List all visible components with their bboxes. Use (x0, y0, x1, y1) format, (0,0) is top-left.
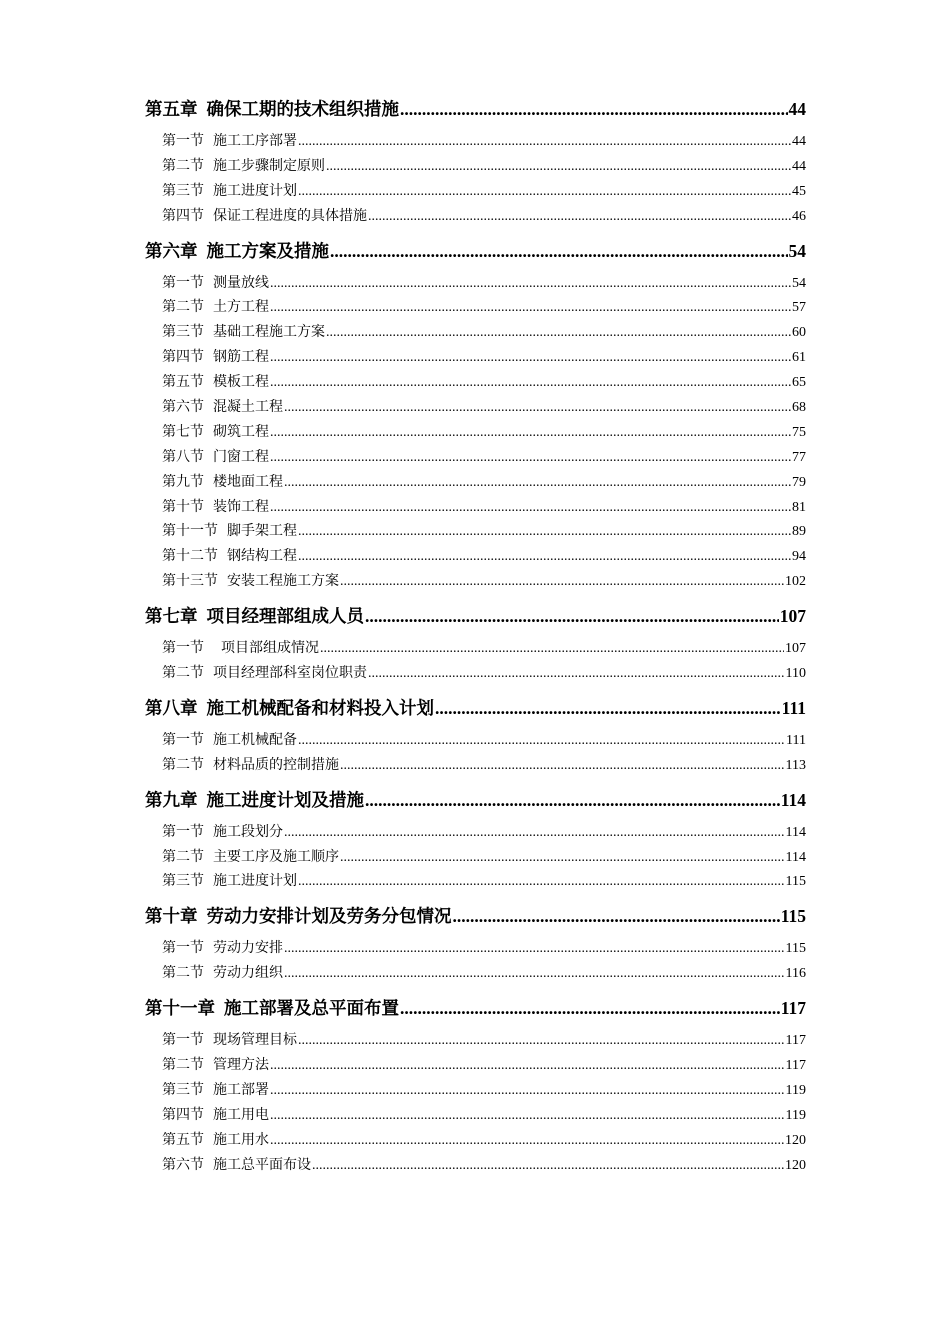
toc-page-number: 115 (785, 874, 806, 890)
toc-page-number: 116 (785, 966, 806, 982)
toc-entry-number: 第十三节 (162, 574, 218, 590)
toc-entry-label (162, 637, 319, 657)
toc-page-number: 114 (785, 849, 806, 865)
toc-entry-number: 第五节 (162, 375, 204, 391)
toc-entry-title: 项目经理部科室岗位职责 (213, 666, 367, 682)
toc-entry-title: 基础工程施工方案 (213, 325, 325, 341)
toc-entry-number: 第十章 (145, 906, 198, 927)
toc-entry-label (162, 155, 325, 175)
dot-leader (270, 450, 791, 466)
toc-entry-label (162, 130, 297, 150)
toc-entry-number: 第六章 (145, 240, 198, 261)
toc-entry-title: 装饰工程 (213, 499, 269, 515)
dot-leader (400, 998, 780, 1019)
toc-page-number: 117 (785, 1058, 806, 1074)
toc-entry-number: 第一节 (162, 732, 204, 748)
dot-leader (326, 159, 791, 175)
toc-entry-number: 第三节 (162, 325, 204, 341)
toc-section-entry[interactable] (145, 1079, 806, 1104)
toc-entry-title: 施工进度计划及措施 (206, 789, 364, 810)
toc-section-entry[interactable] (145, 1154, 806, 1179)
toc-entry-label (162, 754, 339, 774)
toc-section-entry[interactable] (145, 446, 806, 471)
toc-entry-number: 第八节 (162, 449, 204, 465)
toc-section-entry[interactable] (145, 637, 806, 662)
toc-entry-label (162, 446, 269, 466)
toc-section-entry[interactable] (145, 371, 806, 396)
toc-page-number: 45 (792, 183, 806, 199)
toc-page-number: 68 (792, 400, 806, 416)
toc-entry-title: 施工用电 (213, 1107, 269, 1123)
toc-section-entry[interactable] (145, 754, 806, 779)
toc-section-entry[interactable] (145, 155, 806, 180)
dot-leader (453, 906, 780, 927)
dot-leader (340, 850, 785, 866)
toc-entry-label (162, 346, 269, 366)
toc-entry-label (162, 272, 269, 292)
toc-page-number: 110 (785, 666, 806, 682)
dot-leader (435, 698, 781, 719)
dot-leader (298, 549, 791, 565)
toc-entry-label (162, 421, 269, 441)
toc-entry-title: 测量放线 (213, 275, 269, 291)
dot-leader (298, 134, 791, 150)
dot-leader (270, 1083, 785, 1099)
toc-page-number: 75 (792, 424, 806, 440)
toc-entry-title: 劳动力安排计划及劳务分包情况 (206, 906, 452, 927)
toc-entry-number: 第一节 (162, 1033, 204, 1049)
toc-page-number: 61 (792, 350, 806, 366)
toc-page-number: 107 (785, 641, 806, 657)
dot-leader (284, 825, 785, 841)
toc-entry-number: 第二节 (162, 966, 204, 982)
toc-page-number: 117 (785, 1033, 806, 1049)
dot-leader (270, 1108, 785, 1124)
toc-entry-label (162, 870, 297, 890)
toc-entry-label (162, 321, 325, 341)
toc-page-number: 114 (785, 824, 806, 840)
toc-chapter-entry[interactable] (145, 96, 806, 122)
toc-entry-number: 第三节 (162, 183, 204, 199)
toc-entry-label (162, 1129, 269, 1149)
dot-leader (270, 276, 791, 292)
toc-entry-number: 第七节 (162, 424, 204, 440)
toc-entry-title: 钢筋工程 (213, 350, 269, 366)
toc-page-number: 119 (785, 1107, 806, 1123)
toc-page-number: 54 (788, 240, 806, 261)
toc-entry-number: 第二节 (162, 849, 204, 865)
toc-entry-number: 第十二节 (162, 549, 218, 565)
toc-page-number: 81 (792, 499, 806, 515)
toc-section-entry[interactable] (145, 296, 806, 321)
toc-section-entry[interactable] (145, 396, 806, 421)
toc-page-number: 115 (780, 906, 806, 927)
toc-page-number: 65 (792, 375, 806, 391)
toc-section-entry[interactable] (145, 937, 806, 962)
toc-entry-label (162, 396, 283, 416)
toc-entry-title: 施工进度计划 (213, 874, 297, 890)
toc-entry-title: 施工步骤制定原则 (213, 158, 325, 174)
toc-entry-number: 第七章 (145, 606, 198, 627)
toc-entry-number: 第二节 (162, 666, 204, 682)
toc-entry-label (162, 1029, 297, 1049)
toc-chapter-entry[interactable] (145, 995, 806, 1021)
toc-entry-title: 楼地面工程 (213, 474, 283, 490)
toc-entry-title: 施工工序部署 (213, 134, 297, 149)
dot-leader (312, 1158, 784, 1174)
toc-entry-title: 脚手架工程 (227, 524, 297, 540)
toc-entry-label (162, 1079, 269, 1099)
toc-chapter-entry[interactable] (145, 787, 806, 813)
dot-leader (298, 184, 791, 200)
toc-entry-number: 第四节 (162, 1107, 204, 1123)
toc-section-entry[interactable] (145, 321, 806, 346)
toc-chapter-entry[interactable] (145, 903, 806, 929)
dot-leader (326, 325, 791, 341)
toc-entry-number: 第九节 (162, 474, 204, 490)
toc-entry-title: 施工方案及措施 (206, 240, 329, 261)
toc-section-entry[interactable] (145, 570, 806, 595)
toc-entry-label (162, 729, 297, 749)
toc-section-entry[interactable] (145, 545, 806, 570)
toc-section-entry[interactable] (145, 870, 806, 895)
toc-entry-label (162, 821, 283, 841)
toc-entry-title: 现场管理目标 (213, 1033, 297, 1049)
dot-leader (368, 666, 785, 682)
toc-chapter-entry[interactable] (145, 603, 806, 629)
toc-section-entry[interactable] (145, 821, 806, 846)
dot-leader (365, 790, 780, 811)
dot-leader (270, 425, 791, 441)
toc-entry-number: 第一节 (162, 134, 204, 149)
toc-entry-number: 第二节 (162, 1058, 204, 1074)
toc-entry-label (162, 1054, 269, 1074)
toc-page-number: 60 (792, 325, 806, 341)
toc-chapter-entry[interactable] (145, 238, 806, 264)
toc-entry-title: 施工机械配备 (213, 732, 297, 748)
toc-page-number: 102 (785, 574, 806, 590)
toc-entry-number: 第二节 (162, 158, 204, 174)
toc-entry-number: 第四节 (162, 350, 204, 366)
toc-section-entry[interactable] (145, 1054, 806, 1079)
toc-section-entry[interactable] (145, 1129, 806, 1154)
toc-entry-label (162, 371, 269, 391)
dot-leader (298, 733, 785, 749)
toc-entry-number: 第六节 (162, 400, 204, 416)
toc-entry-title: 施工进度计划 (213, 183, 297, 199)
toc-entry-number: 第二节 (162, 300, 204, 316)
toc-entry-label (162, 1154, 311, 1174)
dot-leader (365, 606, 779, 627)
toc-page-number: 120 (785, 1157, 806, 1173)
toc-entry-title: 砌筑工程 (213, 424, 269, 440)
toc-entry-number: 第十一节 (162, 524, 218, 540)
toc-entry-label (162, 180, 297, 200)
toc-entry-label (145, 96, 399, 121)
toc-entry-label (145, 603, 364, 628)
dot-leader (330, 241, 788, 262)
toc-section-entry[interactable] (145, 496, 806, 521)
toc-entry-number: 第十节 (162, 499, 204, 515)
dot-leader (270, 375, 791, 391)
toc-entry-number: 第八章 (145, 697, 198, 718)
toc-section-entry[interactable] (145, 962, 806, 987)
toc-entry-number: 第三节 (162, 1082, 204, 1098)
dot-leader (270, 500, 791, 516)
toc-entry-label (145, 695, 434, 720)
toc-section-entry[interactable] (145, 1104, 806, 1129)
toc-page-number: 89 (792, 524, 806, 540)
toc-page-number: 94 (792, 549, 806, 565)
toc-entry-label (162, 496, 269, 516)
toc-section-entry[interactable] (145, 180, 806, 205)
toc-page-number: 107 (779, 606, 806, 627)
toc-entry-label (162, 662, 367, 682)
toc-section-entry[interactable] (145, 421, 806, 446)
toc-page-number: 111 (781, 697, 806, 718)
toc-entry-title: 劳动力组织 (213, 966, 283, 982)
toc-page-number: 79 (792, 474, 806, 490)
toc-page-number: 117 (780, 998, 806, 1019)
toc-entry-number: 第三节 (162, 874, 204, 890)
dot-leader (284, 941, 785, 957)
dot-leader (340, 574, 784, 590)
dot-leader (270, 1058, 785, 1074)
toc-entry-number: 第一节 (162, 641, 204, 657)
toc-entry-label (145, 787, 364, 812)
toc-entry-number: 第一节 (162, 275, 204, 291)
toc-entry-label (145, 238, 329, 263)
toc-entry-number: 第四节 (162, 208, 204, 224)
toc-entry-label (145, 903, 452, 928)
toc-section-entry[interactable] (145, 1029, 806, 1054)
toc-page-number: 111 (786, 732, 806, 748)
toc-entry-number: 第五章 (145, 99, 198, 119)
dot-leader (284, 966, 785, 982)
toc-entry-label (162, 296, 269, 316)
toc-section-entry[interactable] (145, 520, 806, 545)
toc-section-entry[interactable] (145, 662, 806, 687)
toc-section-entry[interactable] (145, 846, 806, 871)
table-of-contents (145, 96, 806, 1179)
toc-entry-label (162, 471, 283, 491)
dot-leader (298, 524, 791, 540)
dot-leader (298, 1033, 785, 1049)
toc-page-number: 57 (792, 300, 806, 316)
toc-entry-label (162, 846, 339, 866)
toc-entry-title: 施工段划分 (213, 824, 283, 840)
toc-entry-number: 第一节 (162, 824, 204, 840)
toc-page-number: 44 (788, 99, 806, 119)
toc-entry-title: 管理方法 (213, 1058, 269, 1074)
toc-page-number: 115 (785, 941, 806, 957)
toc-entry-title: 材料品质的控制措施 (213, 757, 339, 773)
toc-entry-label (162, 962, 283, 982)
toc-section-entry[interactable] (145, 471, 806, 496)
dot-leader (270, 350, 791, 366)
toc-page-number: 44 (792, 158, 806, 174)
toc-entry-title: 混凝土工程 (213, 400, 283, 416)
toc-section-entry[interactable] (145, 130, 806, 155)
toc-entry-title: 施工机械配备和材料投入计划 (206, 697, 434, 718)
dot-leader (368, 209, 791, 225)
dot-leader (298, 874, 785, 890)
toc-entry-title: 钢结构工程 (227, 549, 297, 565)
toc-page-number: 46 (792, 208, 806, 224)
toc-entry-label (162, 205, 367, 225)
toc-entry-title: 安装工程施工方案 (227, 574, 339, 590)
dot-leader (270, 300, 791, 316)
dot-leader (284, 400, 791, 416)
dot-leader (320, 641, 784, 657)
toc-chapter-entry[interactable] (145, 695, 806, 721)
toc-entry-title: 施工用水 (213, 1132, 269, 1148)
dot-leader (270, 1133, 784, 1149)
toc-page-number: 44 (792, 134, 806, 149)
toc-entry-label (162, 1104, 269, 1124)
toc-entry-number: 第六节 (162, 1157, 204, 1173)
toc-entry-number: 第二节 (162, 757, 204, 773)
dot-leader (340, 758, 785, 774)
toc-entry-label (162, 937, 283, 957)
toc-entry-title: 模板工程 (213, 375, 269, 391)
toc-entry-title: 项目经理部组成人员 (206, 606, 364, 627)
toc-entry-title: 施工部署 (213, 1082, 269, 1098)
toc-page-number: 119 (785, 1082, 806, 1098)
toc-entry-title: 劳动力安排 (213, 941, 283, 957)
toc-entry-label (145, 995, 399, 1020)
toc-entry-title: 土方工程 (213, 300, 269, 316)
toc-entry-label (162, 520, 297, 540)
toc-entry-title: 施工总平面布设 (213, 1157, 311, 1173)
toc-entry-title: 保证工程进度的具体措施 (213, 208, 367, 224)
toc-entry-title: 确保工期的技术组织措施 (206, 99, 399, 119)
toc-page-number: 114 (780, 789, 806, 810)
dot-leader (400, 99, 788, 120)
toc-entry-number: 第一节 (162, 941, 204, 957)
toc-page-number: 113 (785, 757, 806, 773)
toc-entry-title: 主要工序及施工顺序 (213, 849, 339, 865)
toc-section-entry[interactable] (145, 729, 806, 754)
toc-page-number: 54 (792, 275, 806, 291)
toc-entry-label (162, 570, 339, 590)
toc-entry-number: 第九章 (145, 789, 198, 810)
toc-entry-title: 施工部署及总平面布置 (224, 998, 399, 1019)
toc-section-entry[interactable] (145, 272, 806, 297)
toc-section-entry[interactable] (145, 205, 806, 230)
toc-entry-title: 项目部组成情况 (221, 641, 319, 657)
toc-entry-number: 第五节 (162, 1132, 204, 1148)
toc-entry-number: 第十一章 (145, 998, 215, 1019)
toc-entry-label (162, 545, 297, 565)
toc-page-number: 120 (785, 1132, 806, 1148)
toc-section-entry[interactable] (145, 346, 806, 371)
dot-leader (284, 475, 791, 491)
toc-entry-title: 门窗工程 (213, 449, 269, 465)
toc-page-number: 77 (792, 449, 806, 465)
